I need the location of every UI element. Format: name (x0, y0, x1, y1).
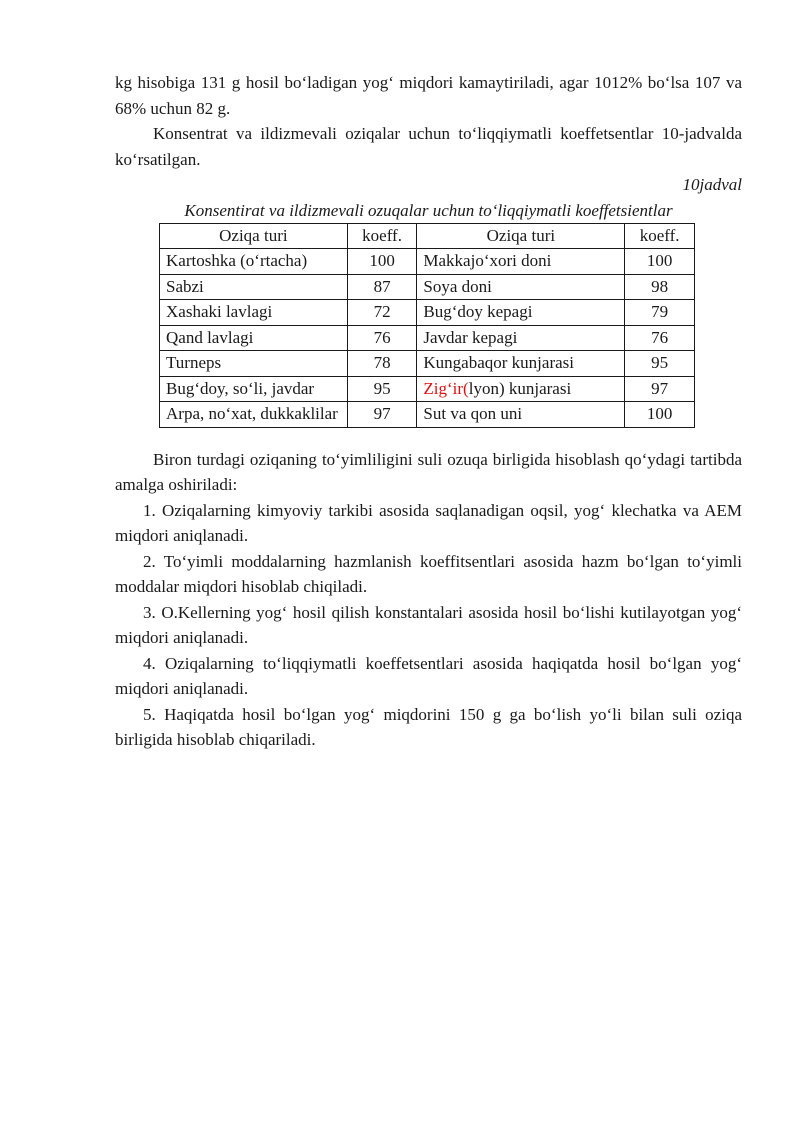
feed-name: Turneps (160, 351, 348, 377)
highlighted-text: Zig‘ir( (423, 378, 469, 398)
table-caption: Konsentirat va ildizmevali ozuqalar uchun to‘liqqiymatli koeffetsientlar (184, 200, 673, 220)
feed-name-text: Soya doni (423, 276, 492, 296)
feed-coeff: 97 (625, 376, 695, 402)
feed-coeff: 76 (625, 325, 695, 351)
table-row (160, 249, 695, 275)
feed-coeff: 95 (625, 351, 695, 377)
feed-name (417, 249, 625, 275)
feed-name (417, 274, 625, 300)
table-row (160, 376, 695, 402)
header-feed-type-1: Oziqa turi (160, 223, 348, 249)
feed-name-text: lyon) kunjarasi (468, 378, 572, 398)
feed-name (417, 300, 625, 326)
step-item: 4. Oziqalarning to‘liqqiymatli koeffetsentlari asosida haqiqatda hosil bo‘lgan yog‘ miqdori aniqlanadi. (115, 653, 742, 698)
feed-coeff: 95 (347, 376, 417, 402)
feed-coeff: 78 (347, 351, 417, 377)
feed-name (417, 402, 625, 428)
step-item: 1. Oziqalarning kimyoviy tarkibi asosida saqlanadigan oqsil, yog‘ klechatka va AEM miqdori aniqlanadi. (115, 500, 742, 545)
feed-name: Qand lavlagi (160, 325, 348, 351)
table-row (160, 274, 695, 300)
feed-name: Sabzi (160, 274, 348, 300)
feed-name (417, 325, 625, 351)
feed-coeff: 97 (347, 402, 417, 428)
header-feed-type-2: Oziqa turi (417, 223, 625, 249)
paragraph-continuation: kg hisobiga 131 g hosil bo‘ladigan yog‘ miqdori kamaytiriladi, agar 1012% bo‘lsa 107 va 68% uchun 82 g. (115, 73, 742, 118)
feed-name: Bug‘doy, so‘li, javdar (160, 376, 348, 402)
paragraph-table-reference: Konsentrat va ildizmevali oziqalar uchun to‘liqqiymatli koeffetsentlar 10-jadvalda ko‘rsatilgan. (115, 124, 742, 169)
step-item: 5. Haqiqatda hosil bo‘lgan yog‘ miqdorini 150 g ga bo‘lish yo‘li bilan suli oziqa birligida hisoblab chiqariladi. (115, 704, 742, 749)
feed-name-text: Javdar kepagi (423, 327, 518, 347)
header-coeff-1: koeff. (347, 223, 417, 249)
spacer (115, 428, 742, 447)
table-label: 10jadval (682, 175, 742, 194)
feed-name-text: Bug‘doy kepagi (423, 302, 533, 321)
feed-name-text: Sut va qon uni (423, 404, 523, 423)
paragraph-intro: Biron turdagi oziqaning to‘yimliligini suli ozuqa birligida hisoblash qo‘ydagi tartibda amalga oshiriladi: (115, 449, 742, 494)
table-row (160, 351, 695, 377)
feed-name-text: Kungabaqor kunjarasi (423, 353, 574, 372)
feed-name: Kartoshka (o‘rtacha) (160, 249, 348, 275)
document-page (115, 70, 742, 753)
feed-coeff: 100 (625, 249, 695, 275)
feed-coeff: 100 (347, 249, 417, 275)
feed-name (417, 376, 625, 402)
step-item: 2. To‘yimli moddalarning hazmlanish koeffitsentlari asosida hazm bo‘lgan to‘yimli moddalar miqdori hisoblab chiqiladi. (115, 551, 742, 596)
table-header-row (160, 223, 695, 249)
table-row (160, 300, 695, 326)
feed-coeff: 98 (625, 274, 695, 300)
feed-coeff: 76 (347, 325, 417, 351)
feed-coeff: 72 (347, 300, 417, 326)
step-item: 3. O.Kellerning yog‘ hosil qilish konstantalari asosida hosil bo‘lishi kutilayotgan yog‘ miqdori aniqlanadi. (115, 602, 742, 647)
feed-coeff: 100 (625, 402, 695, 428)
feed-name (417, 351, 625, 377)
feed-name: Xashaki lavlagi (160, 300, 348, 326)
header-coeff-2: koeff. (625, 223, 695, 249)
feed-coeff: 87 (347, 274, 417, 300)
table-row (160, 402, 695, 428)
feed-name-text: Makkajo‘xori doni (423, 251, 552, 270)
coefficients-table (159, 223, 695, 428)
feed-coeff: 79 (625, 300, 695, 326)
table-row (160, 325, 695, 351)
feed-name: Arpa, no‘xat, dukkaklilar (160, 402, 348, 428)
